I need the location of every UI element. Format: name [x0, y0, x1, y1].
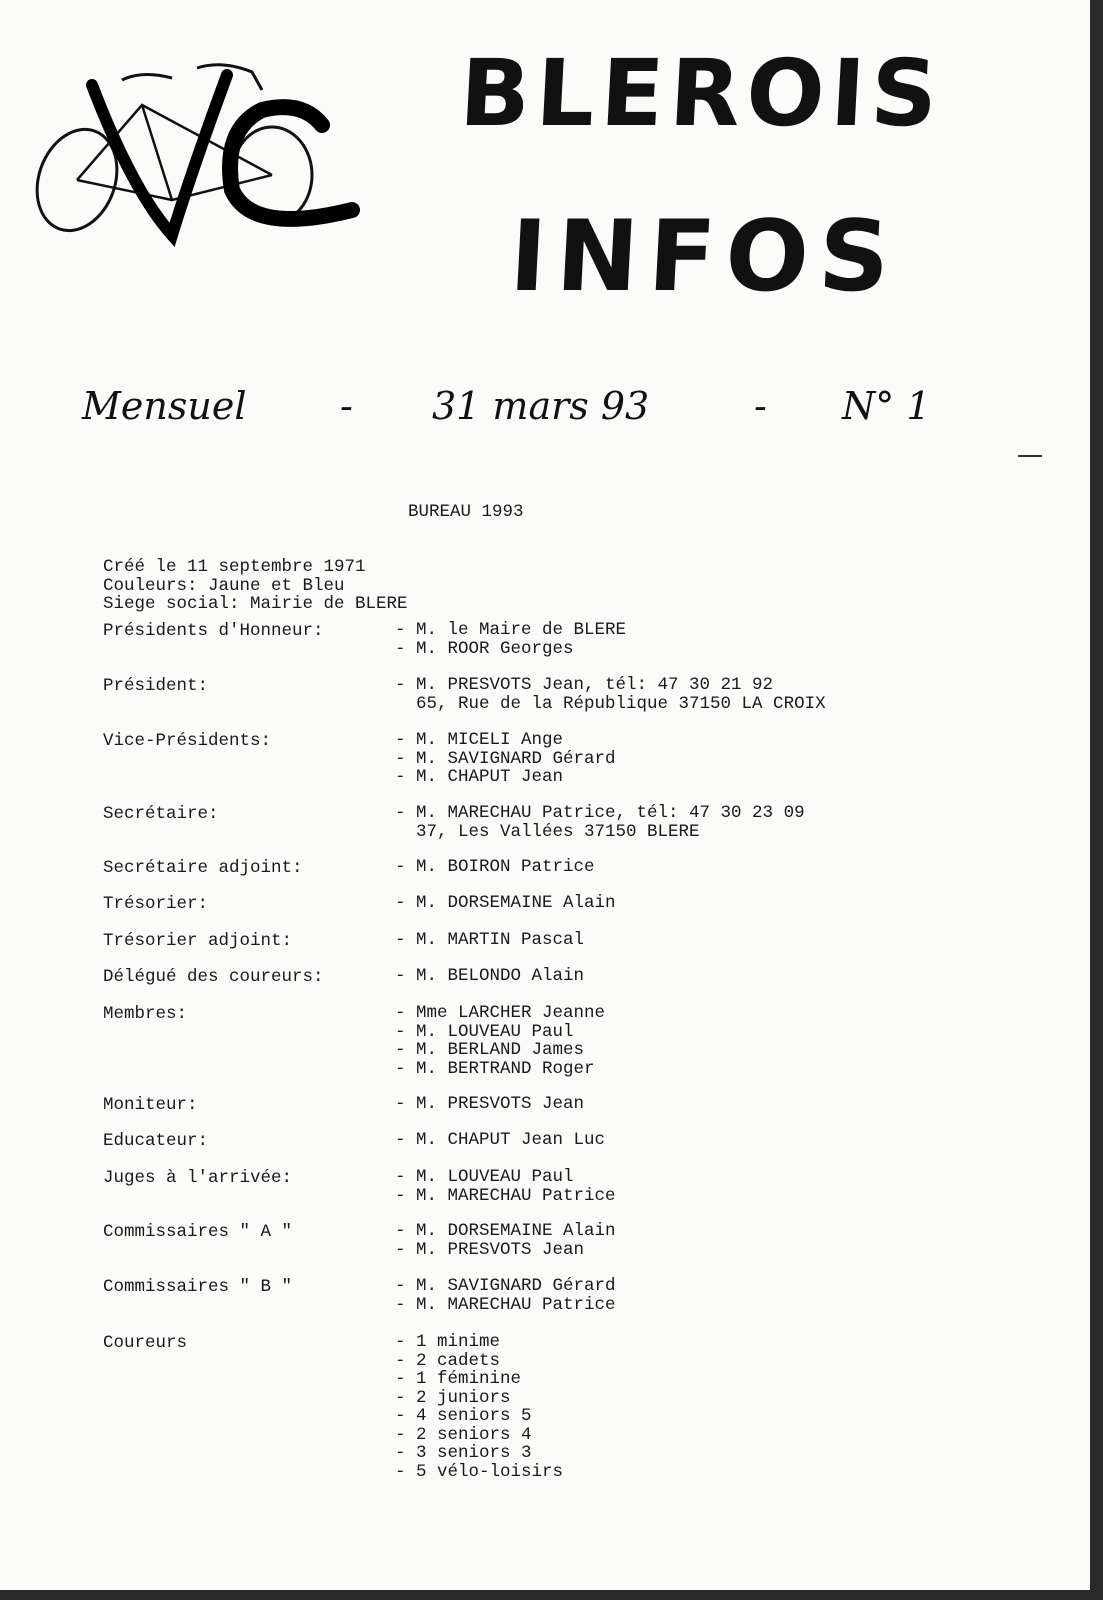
member-line: - M. PRESVOTS Jean: [395, 1094, 585, 1114]
newsletter-title-line1: BLEROIS: [457, 40, 946, 147]
role-label: Juges à l'arrivée:: [103, 1168, 293, 1188]
margin-mark: [1018, 455, 1042, 457]
role-label: Secrétaire adjoint:: [103, 858, 303, 878]
role-members: [395, 894, 616, 913]
show-through: [60, 270, 71, 310]
member-line: - M. ROOR Georges: [395, 638, 574, 659]
member-line: - M. PRESVOTS Jean: [395, 1239, 585, 1260]
member-line: - M. CHAPUT Jean Luc: [395, 1130, 606, 1150]
member-line: - M. SAVIGNARD Gérard: [395, 748, 616, 769]
member-line: - 4 seniors 5: [395, 1406, 532, 1426]
role-members: [395, 1222, 616, 1259]
member-line: - 1 féminine: [395, 1369, 522, 1389]
separator: -: [754, 384, 767, 428]
role-label: Commissaires " A ": [103, 1222, 293, 1242]
member-line: - M. BERLAND James: [395, 1040, 585, 1060]
role-label: Délégué des coureurs:: [103, 967, 324, 987]
role-label: Commissaires " B ": [103, 1277, 293, 1297]
issue-number: N° 1: [842, 384, 931, 428]
role-members: [395, 858, 595, 877]
member-line: - M. PRESVOTS Jean, tél: 47 30 21 92: [395, 675, 774, 695]
member-line: - 2 juniors: [395, 1387, 511, 1408]
member-line: - M. DORSEMAINE Alain: [395, 1221, 616, 1241]
role-members: [395, 1095, 584, 1114]
member-line: - 3 seniors 3: [395, 1443, 532, 1463]
member-line: - M. LOUVEAU Paul: [395, 1021, 574, 1042]
role-label: Membres:: [103, 1004, 188, 1024]
role-members: [395, 621, 626, 658]
member-line: - M. MARECHAU Patrice: [395, 1294, 616, 1315]
role-members: [395, 1168, 616, 1205]
member-line: - Mme LARCHER Jeanne: [395, 1003, 606, 1023]
founding-date: Créé le 11 septembre 1971: [103, 557, 366, 577]
member-line: - M. MARECHAU Patrice, tél: 47 30 23 09: [395, 803, 805, 823]
club-colors: Couleurs: Jaune et Bleu: [103, 575, 345, 596]
member-line: - M. MARECHAU Patrice: [395, 1185, 616, 1206]
role-members: [395, 1277, 616, 1314]
member-line: - M. SAVIGNARD Gérard: [395, 1276, 616, 1296]
head-office: Siege social: Mairie de BLERE: [103, 594, 408, 614]
role-members: [395, 1333, 563, 1481]
member-line: - M. BELONDO Alain: [395, 966, 585, 986]
role-members: [395, 931, 584, 950]
role-label: Coureurs: [103, 1333, 188, 1353]
bureau-heading: BUREAU 1993: [408, 502, 524, 522]
role-members: [395, 804, 805, 841]
role-members: [395, 731, 616, 787]
member-line: - M. DORSEMAINE Alain: [395, 893, 616, 913]
newsletter-title-line2: INFOS: [507, 200, 903, 314]
role-label: Moniteur:: [103, 1095, 198, 1115]
member-line: - M. MICELI Ange: [395, 730, 564, 750]
role-label: Trésorier:: [103, 894, 209, 914]
member-line: - M. le Maire de BLERE: [395, 620, 627, 640]
role-label: Trésorier adjoint:: [103, 931, 293, 951]
member-line: 65, Rue de la République 37150 LA CROIX: [395, 693, 826, 714]
club-info: [103, 558, 408, 614]
svg-text:VC: VC: [22, 50, 24, 51]
bicycle-logo-icon: [22, 50, 362, 250]
role-label: Vice-Présidents:: [103, 731, 272, 751]
member-line: 37, Les Vallées 37150 BLERE: [395, 821, 700, 842]
member-line: - M. MARTIN Pascal: [395, 930, 585, 950]
separator: -: [340, 384, 353, 428]
member-line: - M. BOIRON Patrice: [395, 857, 595, 877]
role-label: Présidents d'Honneur:: [103, 621, 324, 641]
role-members: [395, 676, 826, 713]
member-line: - 2 cadets: [395, 1350, 501, 1371]
role-members: [395, 967, 584, 986]
frequency-label: Mensuel: [82, 384, 247, 428]
issue-date: 31 mars 93: [432, 384, 650, 428]
member-line: - M. LOUVEAU Paul: [395, 1167, 574, 1187]
member-line: - M. CHAPUT Jean: [395, 767, 564, 787]
member-line: - 5 vélo-loisirs: [395, 1461, 564, 1482]
role-label: Président:: [103, 676, 209, 696]
role-members: [395, 1004, 605, 1078]
member-line: - 2 seniors 4: [395, 1424, 532, 1445]
member-line: - 1 minime: [395, 1332, 501, 1352]
role-label: Educateur:: [103, 1131, 209, 1151]
member-line: - M. BERTRAND Roger: [395, 1058, 595, 1079]
role-label: Secrétaire:: [103, 804, 219, 824]
role-members: [395, 1131, 605, 1150]
